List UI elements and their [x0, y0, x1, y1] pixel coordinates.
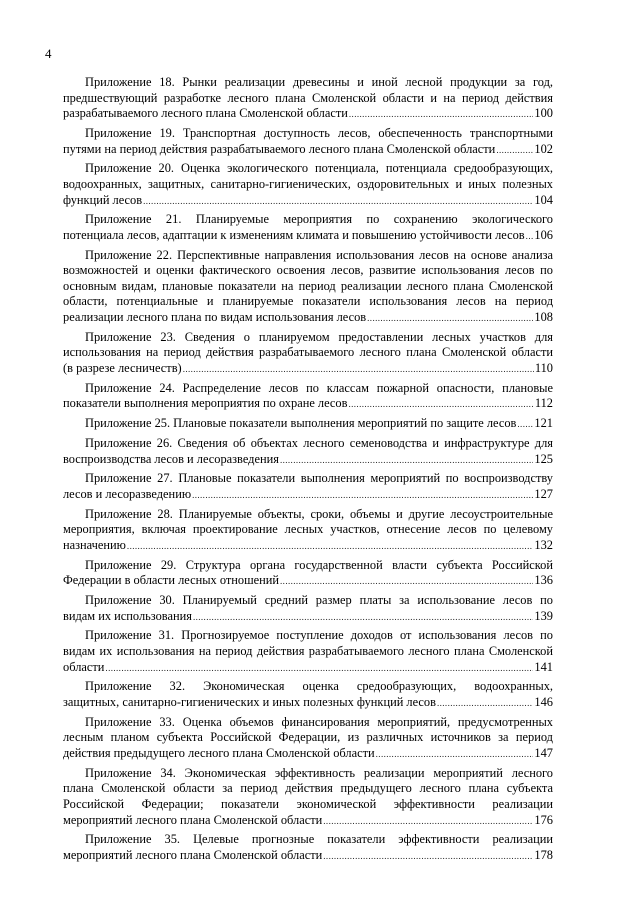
dot-leader	[127, 539, 533, 555]
toc-entry-last-line	[63, 695, 553, 712]
dot-leader	[193, 610, 533, 626]
toc-entry-last-line	[63, 310, 553, 327]
toc-entry[interactable]	[63, 436, 553, 468]
toc-entry[interactable]	[63, 558, 553, 590]
toc-page-ref: 110	[534, 361, 553, 376]
toc-entry-last-line	[63, 609, 553, 626]
toc-entry-line: области, потенциальные и планируемые показатели использования лесов на период	[63, 294, 553, 309]
dot-leader	[192, 488, 533, 504]
toc-entry-last-line	[63, 813, 553, 830]
toc-entry-line: мероприятия, включая проектирование лесных участков, отнесение лесов по целевому	[63, 522, 553, 537]
dot-leader	[496, 143, 533, 159]
toc-entry[interactable]	[63, 212, 553, 244]
toc-entry-last-line	[63, 746, 553, 763]
toc-entry-text: потенциала лесов, адаптации к изменениям климата и повышению устойчивости лесов	[63, 227, 525, 242]
toc-entry-line: Приложение 34. Экономическая эффективность реализации мероприятий лесного	[85, 765, 553, 780]
toc-entry-line: лесным планом субъекта Российской Федерации, из различных источников за период	[63, 730, 553, 745]
toc-entry-line: Приложение 35. Целевые прогнозные показатели эффективности реализации	[85, 832, 553, 847]
toc-entry-line: Приложение 18. Рынки реализации древесины и иной лесной продукции за год,	[85, 75, 553, 89]
toc-entry-last-line	[63, 193, 553, 210]
page-number: 4	[45, 46, 52, 61]
toc-page-ref: 132	[534, 537, 553, 552]
toc-entry-line: Приложение 21. Планируемые мероприятия по сохранению экологического	[85, 212, 553, 227]
toc-entry[interactable]	[63, 416, 553, 433]
toc-entry-line: основным видам, плановые показатели на период реализации лесного плана Смоленской	[63, 278, 553, 293]
toc-entry[interactable]	[63, 126, 553, 158]
toc-entry-text: мероприятий лесного плана Смоленской области	[63, 847, 323, 862]
toc-entry[interactable]	[63, 628, 553, 676]
toc-entry-text: путями на период действия разрабатываемого лесного плана Смоленской области	[63, 141, 496, 156]
toc-entry-line: Приложение 30. Планируемый средний размер платы за использование лесов по	[85, 593, 553, 608]
toc-page-ref: 136	[534, 573, 553, 588]
toc-entry-text: реализации лесного плана по видам использования лесов	[63, 310, 367, 325]
toc-entry-text: показатели выполнения мероприятия по охране лесов	[63, 396, 348, 411]
toc-entry[interactable]	[63, 75, 553, 123]
toc-entry-line: Российской Федерации; показатели экономической эффективности реализации	[63, 796, 553, 811]
toc-entry-last-line	[63, 573, 553, 590]
toc-page-ref: 106	[534, 227, 553, 242]
toc-entry-text: функций лесов	[63, 192, 143, 207]
toc-page-ref: 147	[534, 745, 553, 760]
dot-leader	[183, 362, 534, 378]
toc-entry-last-line	[63, 487, 553, 504]
toc-entry[interactable]	[63, 381, 553, 413]
toc-entry-text: области	[63, 659, 105, 674]
toc-entry-text: видам их использования	[63, 608, 192, 623]
toc-entry[interactable]	[63, 679, 553, 711]
toc-page-ref: 178	[534, 847, 553, 862]
dot-leader	[517, 417, 533, 433]
toc-entry-line: видам их использования на период действия разрабатываемого лесного плана Смоленской	[63, 644, 553, 659]
toc-page-ref: 104	[534, 192, 553, 207]
toc-entry[interactable]	[63, 330, 553, 378]
toc-entry-last-line	[63, 361, 553, 378]
toc-entry-text: действия предыдущего лесного плана Смоленской области	[63, 745, 375, 760]
toc-page-ref: 102	[534, 141, 553, 156]
toc-entry[interactable]	[63, 832, 553, 864]
toc-page-ref: 121	[534, 416, 553, 431]
toc-entry-line: Приложение 28. Планируемые объекты, сроки, объемы и другие лесоустроительные	[85, 506, 553, 521]
dot-leader	[437, 696, 533, 712]
toc-entry-line: Приложение 31. Прогнозируемое поступление доходов от использования лесов по	[85, 628, 553, 643]
toc-entry[interactable]	[63, 507, 553, 555]
toc-entry-line: Приложение 26. Сведения об объектах лесного семеноводства и инфраструктуре для	[85, 435, 553, 450]
toc-entry-line: Приложение 32. Экономическая оценка средообразующих, водоохранных,	[85, 679, 553, 694]
toc-entry-last-line	[63, 142, 553, 159]
toc-page-ref: 112	[534, 396, 553, 411]
toc-entry[interactable]	[63, 593, 553, 625]
toc-entry-text: защитных, санитарно-гигиенических и иных полезных функций лесов	[63, 695, 436, 709]
table-of-contents	[63, 75, 553, 868]
dot-leader	[348, 397, 533, 413]
dot-leader	[280, 574, 533, 590]
toc-entry[interactable]	[63, 161, 553, 209]
toc-entry-line: использования на период действия разрабатываемого лесного плана Смоленской области	[63, 345, 553, 360]
dot-leader	[105, 661, 533, 677]
toc-page-ref: 139	[534, 608, 553, 623]
toc-entry-text: Федерации в области лесных отношений	[63, 573, 280, 588]
toc-entry-line: Приложение 29. Структура органа государственной власти субъекта Российской	[85, 557, 553, 572]
dot-leader	[376, 747, 534, 763]
toc-entry-line: предшествующий разработке лесного плана Смоленской области и на период действия	[63, 90, 553, 105]
toc-page-ref: 125	[534, 451, 553, 466]
toc-entry[interactable]	[63, 766, 553, 829]
toc-entry-last-line	[63, 396, 553, 413]
toc-entry-last-line	[63, 452, 553, 469]
toc-entry-line: Приложение 20. Оценка экологического потенциала, потенциала средообразующих,	[85, 161, 553, 176]
toc-entry-line: возможностей и оценки фактического освоения лесов, развитие использования лесов по	[63, 263, 553, 278]
toc-entry-line: водоохранных, защитных, санитарно-гигиенических, оздоровительных и иных полезных	[63, 176, 553, 191]
toc-page-ref: 108	[534, 310, 553, 325]
toc-page-ref: 100	[534, 106, 553, 121]
toc-entry-last-line	[63, 538, 553, 555]
dot-leader	[526, 229, 534, 245]
toc-entry-line: плана Смоленской области за период действия предыдущего лесного плана субъекта	[63, 781, 553, 796]
toc-entry-line: Приложение 23. Сведения о планируемом предоставлении лесных участков для	[85, 329, 553, 344]
toc-page-ref: 176	[534, 812, 553, 827]
toc-entry-text: воспроизводства лесов и лесоразведения	[63, 451, 279, 466]
toc-entry[interactable]	[63, 715, 553, 763]
toc-entry-text: лесов и лесоразведению	[63, 486, 192, 501]
toc-page-ref: 146	[534, 695, 553, 709]
dot-leader	[143, 194, 533, 210]
toc-entry-text: назначению	[63, 537, 126, 552]
dot-leader	[323, 814, 533, 830]
toc-entry[interactable]	[63, 248, 553, 327]
toc-entry-last-line	[63, 106, 553, 123]
toc-entry-text: Приложение 25. Плановые показатели выполнения мероприятий по защите лесов	[85, 416, 517, 431]
toc-entry-line: Приложение 22. Перспективные направления использования лесов на основе анализа	[85, 247, 553, 262]
toc-entry-line: Приложение 19. Транспортная доступность лесов, обеспеченность транспортными	[85, 125, 553, 140]
toc-entry-line: Приложение 24. Распределение лесов по классам пожарной опасности, плановые	[85, 380, 553, 395]
toc-entry-text: мероприятий лесного плана Смоленской области	[63, 812, 323, 827]
toc-entry-text: разрабатываемого лесного плана Смоленской области	[63, 106, 348, 121]
toc-page-ref: 141	[534, 659, 553, 674]
toc-entry-text: (в разрезе лесничеств)	[63, 361, 182, 376]
dot-leader	[323, 849, 533, 865]
toc-entry[interactable]	[63, 471, 553, 503]
toc-entry-last-line	[63, 660, 553, 677]
dot-leader	[280, 453, 533, 469]
toc-entry-line: Приложение 27. Плановые показатели выполнения мероприятий по воспроизводству	[85, 471, 553, 486]
dot-leader	[349, 107, 534, 123]
toc-page-ref: 127	[534, 486, 553, 501]
dot-leader	[367, 311, 533, 327]
toc-entry-last-line	[63, 228, 553, 245]
toc-entry-last-line	[63, 848, 553, 865]
toc-entry-last-line	[63, 416, 553, 433]
toc-entry-line: Приложение 33. Оценка объемов финансирования мероприятий, предусмотренных	[85, 714, 553, 729]
